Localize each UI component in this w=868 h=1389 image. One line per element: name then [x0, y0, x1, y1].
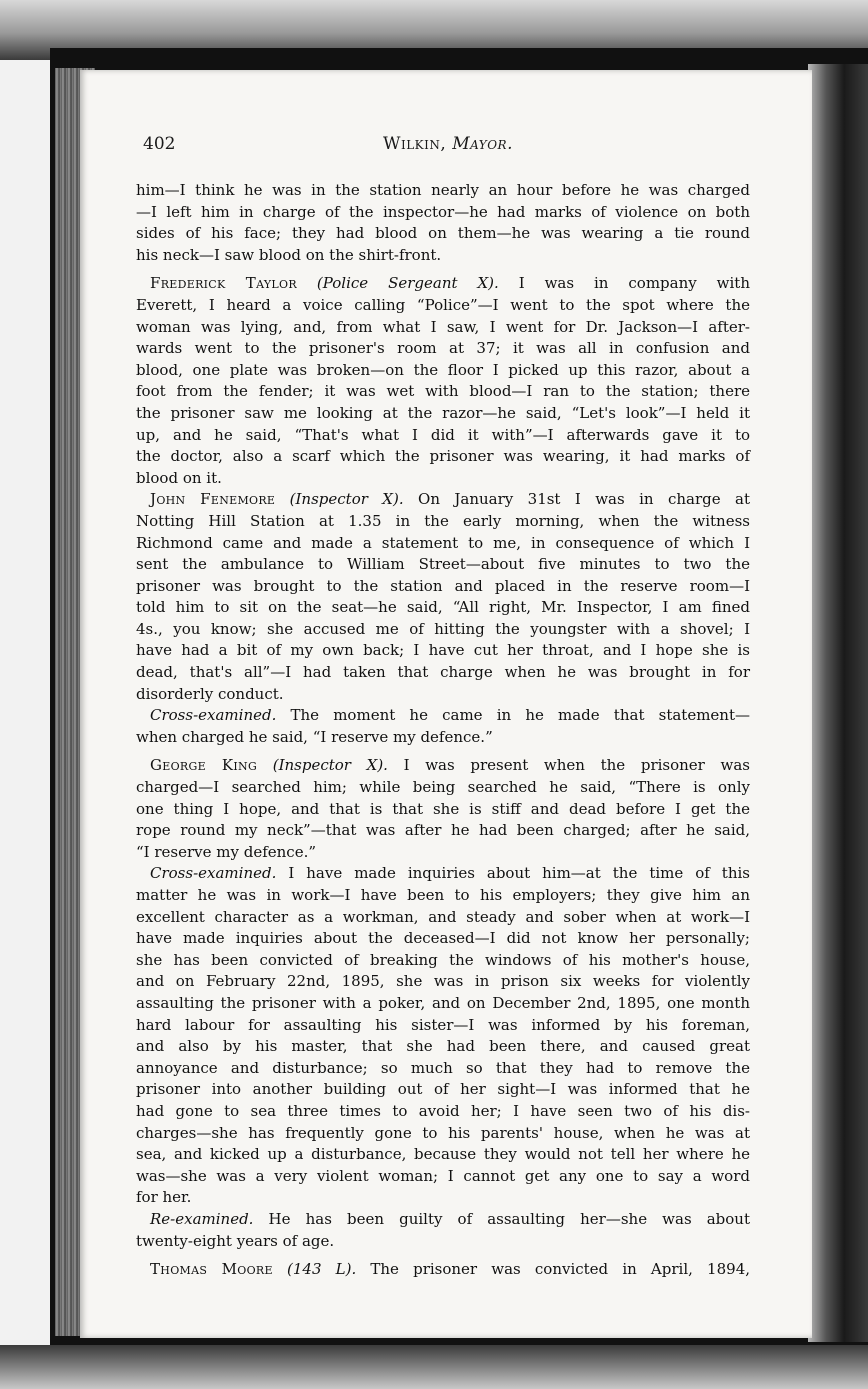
line-text: matter he was in work—I have been to his employers; they give him an [136, 886, 750, 904]
line-text: was—she was a very violent woman; I cannot get any one to say a word [136, 1166, 750, 1185]
text-line [136, 446, 750, 468]
running-title [383, 134, 513, 154]
line-text: rope round my neck”—that was after he had been charged; after he said, [136, 821, 750, 840]
paragraph-gap [136, 748, 750, 755]
line-text: excellent character as a workman, and steady and sober when at work—I [136, 907, 750, 926]
text-line [136, 1036, 750, 1058]
text-line [136, 1123, 750, 1145]
text-line [136, 820, 750, 842]
text-line [136, 662, 750, 684]
text-line [136, 907, 750, 929]
text-line [136, 842, 750, 864]
text-line [136, 1058, 750, 1080]
text-line [136, 381, 750, 403]
line-text: assaulting the prisoner with a poker, and on December 2nd, 1895, one month [136, 993, 750, 1012]
line-text: annoyance and disturbance; so much so that they had to remove the [136, 1058, 750, 1077]
scanner-background-bottom [0, 1345, 868, 1389]
body-text [136, 180, 750, 1281]
line-text: had gone to sea three times to avoid her; I have seen two of his dis- [136, 1101, 750, 1120]
text-line [136, 180, 750, 202]
line-text: blood on it. [136, 468, 222, 487]
line-text: she has been convicted of breaking the windows of his mother's house, [136, 950, 750, 969]
witness-role: (Inspector X). [289, 490, 404, 509]
line-text: I have made inquiries about him—at the time of this [276, 864, 750, 883]
text-line [136, 576, 750, 598]
line-text: dead, that's all”—I had taken that charge when he was brought in for [136, 663, 750, 682]
text-line [136, 619, 750, 641]
text-line [136, 489, 750, 511]
text-line [136, 971, 750, 993]
line-text: when charged he said, “I reserve my defence.” [136, 727, 493, 746]
line-text: and on February 22nd, 1895, she was in prison six weeks for violently [136, 972, 750, 991]
page-number: 402 [143, 134, 176, 154]
line-text: —I left him in charge of the inspector—he had marks of violence on both [136, 202, 750, 221]
text-line [136, 360, 750, 382]
witness-role: (Inspector X). [272, 756, 388, 775]
text-line [136, 295, 750, 317]
text-line [136, 993, 750, 1015]
line-text: blood, one plate was broken—on the floor I picked up this razor, about a [136, 360, 750, 379]
text-line [136, 245, 750, 267]
text-line [136, 403, 750, 425]
line-text: sent the ambulance to William Street—about five minutes to two the [136, 555, 750, 574]
paragraph-gap [136, 266, 750, 273]
line-text: foot from the fender; it was wet with blood—I ran to the station; there [136, 382, 750, 401]
text-line [136, 511, 750, 533]
line-text: Notting Hill Station at 1.35 in the early morning, when the witness [136, 511, 750, 530]
examination-label: Cross-examined. [150, 706, 277, 725]
line-text: one thing I hope, and that is that she is stiff and dead before I get the [136, 799, 750, 818]
text-line [136, 1101, 750, 1123]
text-line [136, 755, 750, 777]
page-edges-right [808, 64, 868, 1342]
line-text: hard labour for assaulting his sister—I was informed by his foreman, [136, 1015, 750, 1034]
line-text: have had a bit of my own back; I have cut her throat, and I hope she is [136, 641, 750, 660]
text-line [136, 317, 750, 339]
text-line [136, 202, 750, 224]
line-text: Everett, I heard a voice calling “Police”—I went to the spot where the [136, 295, 750, 314]
witness-name: Thomas Moore [150, 1260, 273, 1279]
line-text: sea, and kicked up a disturbance, because they would not tell her where he [136, 1145, 750, 1164]
text-line [136, 533, 750, 555]
text-line [136, 468, 750, 490]
line-text: disorderly conduct. [136, 684, 284, 703]
text-line [136, 223, 750, 245]
text-line [136, 705, 750, 727]
text-line [136, 597, 750, 619]
text-line [136, 273, 750, 295]
witness-role: (Police Sergeant X). [316, 274, 499, 293]
text-line [136, 1144, 750, 1166]
text-line [136, 554, 750, 576]
text-line [136, 1079, 750, 1101]
text-line [136, 1231, 750, 1253]
line-text: him—I think he was in the station nearly an hour before he was charged [136, 181, 750, 199]
line-text: “I reserve my defence.” [136, 842, 317, 861]
line-text: The moment he came in he made that statement— [276, 706, 750, 725]
line-text: sides of his face; they had blood on them—he was wearing a tie round [136, 224, 750, 243]
line-text: 4s., you know; she accused me of hitting the youngster with a shovel; I [136, 619, 750, 638]
line-text: told him to sit on the seat—he said, “All right, Mr. Inspector, I am fined [136, 598, 750, 617]
running-title-role: Mayor. [452, 134, 513, 154]
text-line [136, 1187, 750, 1209]
text-line [136, 799, 750, 821]
text-line [136, 727, 750, 749]
line-text: for her. [136, 1188, 192, 1207]
running-head [143, 134, 753, 160]
witness-name: Frederick Taylor [150, 274, 297, 293]
text-line [136, 950, 750, 972]
witness-name: John Fenemore [150, 490, 276, 509]
line-text: prisoner into another building out of her sight—I was informed that he [136, 1080, 750, 1099]
line-text: and also by his master, that she had been there, and caused great [136, 1037, 750, 1056]
text-line [136, 863, 750, 885]
line-text: wards went to the prisoner's room at 37; it was all in confusion and [136, 339, 750, 358]
line-text: have made inquiries about the deceased—I did not know her personally; [136, 929, 750, 948]
line-text: On January 31st I was in charge at [403, 490, 750, 509]
line-text: prisoner was brought to the station and placed in the reserve room—I [136, 576, 750, 595]
line-text: He has been guilty of assaulting her—she was about [253, 1209, 750, 1228]
line-text: woman was lying, and, from what I saw, I went for Dr. Jackson—I after- [136, 317, 750, 336]
paragraph-gap [136, 1252, 750, 1259]
text-line [136, 1259, 750, 1281]
text-line [136, 338, 750, 360]
running-title-name: Wilkin, [383, 134, 447, 154]
examination-label: Cross-examined. [150, 864, 277, 883]
text-line [136, 1015, 750, 1037]
text-line [136, 777, 750, 799]
text-line [136, 640, 750, 662]
line-text: charges—she has frequently gone to his parents' house, when he was at [136, 1123, 750, 1142]
line-text: The prisoner was convicted in April, 1894, [356, 1260, 751, 1279]
line-text: the prisoner saw me looking at the razor—he said, “Let's look”—I held it [136, 403, 750, 422]
witness-name: George King [150, 756, 258, 775]
line-text: I was in company with [498, 274, 750, 293]
text-line [136, 885, 750, 907]
examination-label: Re-examined. [150, 1209, 254, 1228]
line-text: his neck—I saw blood on the shirt-front. [136, 245, 442, 264]
text-line [136, 425, 750, 447]
line-text: charged—I searched him; while being searched he said, “There is only [136, 778, 750, 797]
line-text: up, and he said, “That's what I did it with”—I afterwards gave it to [136, 425, 750, 444]
text-line [136, 928, 750, 950]
line-text: I was present when the prisoner was [387, 756, 750, 775]
text-line [136, 1166, 750, 1188]
line-text: twenty-eight years of age. [136, 1231, 335, 1250]
text-line [136, 684, 750, 706]
line-text: the doctor, also a scarf which the prisoner was wearing, it had marks of [136, 447, 750, 466]
text-line [136, 1209, 750, 1231]
line-text: Richmond came and made a statement to me, in consequence of which I [136, 533, 750, 552]
witness-role: (143 L). [287, 1260, 357, 1279]
